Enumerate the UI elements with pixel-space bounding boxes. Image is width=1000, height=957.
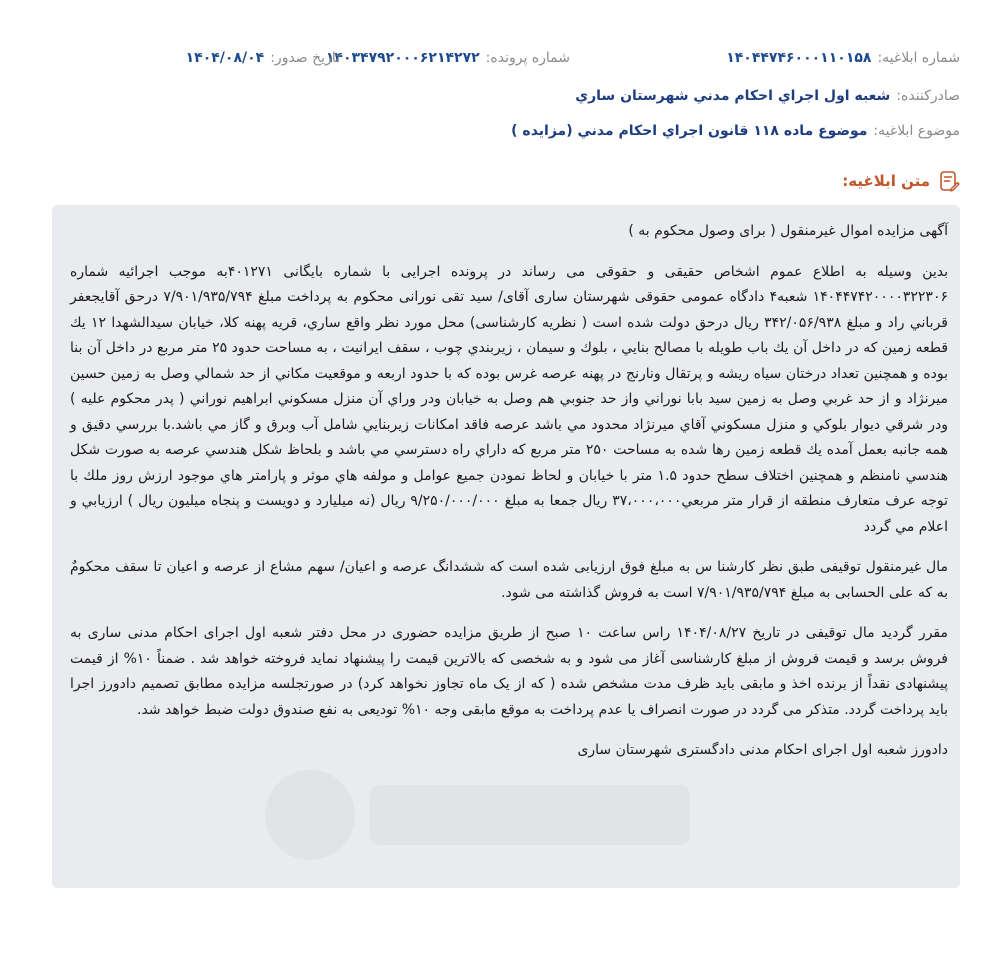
subject-value: موضوع ماده ۱۱۸ قانون اجراي احکام مدني (مزايده ) <box>511 123 868 139</box>
subject-label: موضوع ابلاغیه: <box>873 123 960 139</box>
notice-body <box>52 205 960 888</box>
issue-date-field <box>186 50 340 66</box>
notice-paragraph-3: مقرر گردید مال توقیفی در تاریخ ۱۴۰۴/۰۸/۲۷ راس ساعت ۱۰ صبح از طريق مزايده حضوری در محل دفتر شعبه اول اجرای احکام مدنی ساری به فروش برسد و قيمت فروش از مبلغ کارشناسی آغاز می شود و به شخصی که بالاترين قيمت را پيشنهاد نمايد فروخته خواهد شد . ضمناً ۱۰% از قیمت پیشنهادی نقداً از برنده اخذ و مابقی باید ظرف مدت مشخص شده ( که از یک ماه تجاوز نخواهد کرد) در صورتجلسه مزايده مطابق تصميم دادورز اجرا باید پرداخت گردد. متذکر می گردد در صورت انصراف یا عدم پرداخت به موقع مابقی وجه ۱۰% تودیعی به نفع صندوق دولت ضبط خواهد شد. <box>70 625 948 718</box>
case-number-field <box>326 50 570 66</box>
issue-date-value: ۱۴۰۴/۰۸/۰۴ <box>185 50 265 66</box>
notice-meta-row <box>40 46 960 70</box>
notice-title: آگهی مزایده اموال غیرمنقول ( برای وصول محکوم به ) <box>628 223 948 239</box>
issuer-row <box>40 84 960 108</box>
notice-text-label: متن ابلاغیه: <box>842 172 930 190</box>
notice-paragraph-2: مال غیرمنقول توقیفی طبق نظر کارشنا س به مبلغ فوق ارزیابی شده است که ششدانگ عرصه و اعیان/ سهم مشاع از عرصه و اعيان تا سقف محکومٌ به که علی الحسابی به مبلغ ۷/۹۰۱/۹۳۵/۷۹۴ است به فروش گذاشته می شود. <box>70 559 948 601</box>
document-edit-icon <box>938 170 960 192</box>
case-number-value: ۱۴۰۳۴۷۹۲۰۰۰۶۲۱۴۲۷۲ <box>325 50 480 66</box>
notice-number-field <box>726 50 960 66</box>
case-number-label: شماره پرونده: <box>485 50 570 66</box>
issue-date-label: تاریخ صدور: <box>270 50 340 66</box>
notice-text-heading <box>842 170 960 192</box>
subject-row <box>40 119 960 143</box>
notice-paragraph-1: بدين وسيله به اطلاع عموم اشخاص حقيقی و حقوقی می رساند در پرونده اجرايی با شماره بايگانی ۴۰۱۲۷۱به موجب اجرائيه شماره ۱۴۰۴۴۷۴۲۰۰۰۰۳۲۲۳۰۶ شعبه۴ دادگاه عمومی حقوقی شهرستان ساری آقای/ سيد تقی نورانی محکوم به پرداخت مبلغ ۷/۹۰۱/۹۳۵/۷۹۴ درحق آقايجعفر قرباني راد و مبلغ ۳۴۲/۰۵۶/۹۳۸ ريال درحق دولت شده است ( نظريه کارشناسی) محل مورد نظر واقع ساري، قريه پهنه کلا، خيابان سيدالشهدا ۱۲ يك قطعه زمين كه در داخل آن يك باب طويله با مصالح بنايي ، بلوك و سيمان ، زيربندي چوب ، سقف ايرانيت ، به مساحت حدود ۲۵ متر مربع در داخل آن بنا بوده و همچنين تعداد درختان سياه ريشه و پرتقال ونارنج در پهنه عرصه غرس بوده كه با حدود اربعه و موقعيت مكاني از حد شمالي وصل به زمين حسين ميرنژاد و از حد غربي وصل به زمين سيد بابا نوراني واز حد جنوبي هم وصل به خيابان ودر وراي آن منزل مسكوني ابراهيم نوراني ( پدر محكوم عليه ) ودر شرقي ديوار بلوكي و منزل مسكوني آقاي ميرنژاد محدود مي باشد عرصه فاقد امكانات زيربنايي شامل آب وبرق و گاز مي باشد.با بررسي دقيق و همه جانبه بعمل آمده يك قطعه زمين رها شده به مساحت ۲۵۰ متر مربع كه داراي راه دسترسي مي باشد و بلحاظ شكل هندسي عرصه به صورت شكل هندسي نامنظم و همچنين اختلاف سطح حدود ۱.۵ متر با خيابان و لحاظ نمودن جميع عوامل و مولفه هاي موثر و پارامتر هاي موجود ارزش روز ملك با توجه عرف متعارف منطقه از قرار متر مربعي۳۷،۰۰۰،۰۰۰ ريال جمعا به مبلغ ۹/۲۵۰/۰۰۰/۰۰۰ ريال (نه ميليارد و دويست و پنجاه ميليون ريال ) ارزيابي و اعلام مي گردد <box>70 263 949 535</box>
notice-signature: دادورز شعبه اول اجرای احکام مدنی دادگستری شهرستان ساری <box>577 742 948 758</box>
issuer-value: شعبه اول اجراي احکام مدني شهرستان ساري <box>575 88 891 104</box>
notice-number-value: ۱۴۰۴۴۷۴۶۰۰۰۱۱۰۱۵۸ <box>726 50 872 66</box>
notice-number-label: شماره ابلاغیه: <box>877 50 960 66</box>
issuer-label: صادرکننده: <box>896 88 960 104</box>
